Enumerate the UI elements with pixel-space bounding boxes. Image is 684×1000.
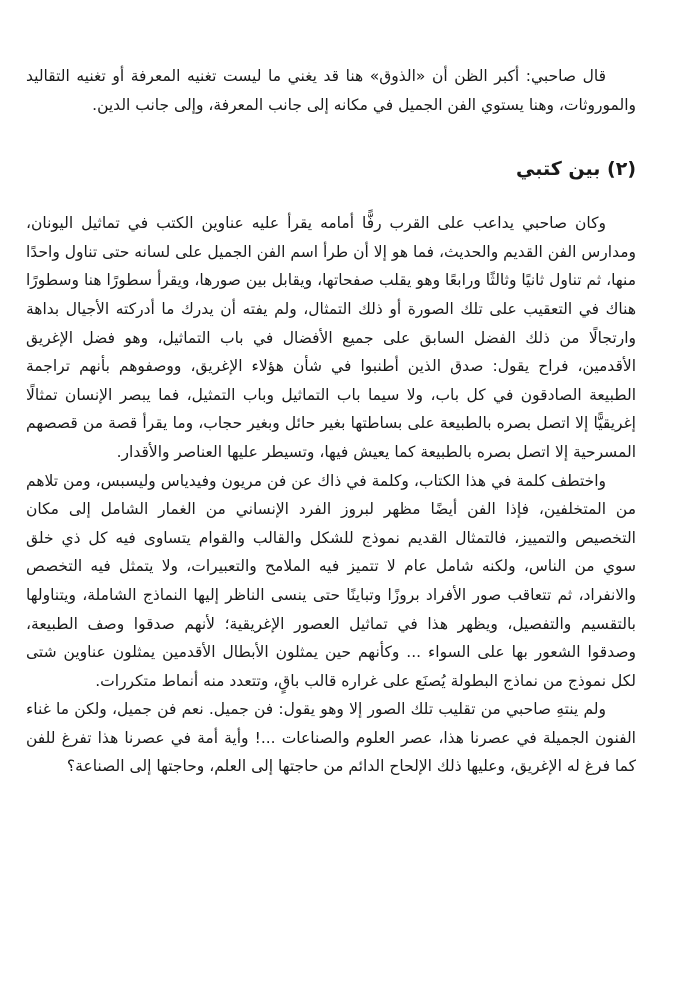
section-heading: (٢) بين كتبي: [516, 158, 636, 181]
body-paragraph: وكان صاحبي يداعب على القرب رفًّا أمامه يقرأ عليه عناوين الكتب في تماثيل اليونان، ومدارس الفن القديم والحديث، فما هو إلا أن طرأ اسم الفن الجميل على لسانه حتى تناول واحدًا منها، ثم تناول ثانيًا وثالثًا ورابعًا وهو يقلب صفحاتها، ويقابل بين صورها، ويقرأ سطورًا هنا وسطورًا هناك في التعقيب على تلك الصورة أو ذلك التمثال، ولم يفته أن يدرك ما أدركته الأجيال بداهة وارتجالًا من ذلك الفضل السابق على جميع الأفضال في باب التماثيل، وهو فضل الإغريق الأقدمين، فراح يقول: صدق الذين أطنبوا في شأن هؤلاء الإغريق، ووصفوهم بأنهم تراجمة الطبيعة الصادقون في كل باب، ولا سيما باب التماثيل وباب التمثيل، فما يبصر الإنسان تمثالًا إغريقيًّا إلا اتصل بصره بالطبيعة على بساطتها بغير حائل وبغير حجاب، وما يقرأ قصة من قصصهم المسرحية إلا اتصل بصره بالطبيعة كما يعيش فيها، وتسيطر عليها العناصر والأقدار.: [26, 214, 636, 461]
body-paragraph: واختطف كلمة في هذا الكتاب، وكلمة في ذاك عن فن مريون وفيدياس وليسبس، ومن تلاهم من المتخلفين، فإذا الفن أيضًا مظهر لبروز الفرد الإنساني من الغمار الشامل إلى مكان التخصيص والتمييز، فالتمثال القديم نموذج للشكل والقالب والقوام يتساوى فيه كل ذي خلق سوي من الناس، ولكنه شامل عام لا تتميز فيه الملامح والتعبيرات، ولا يتمثل فيه التخصص والانفراد، ثم تتعاقب صور الأفراد بروزًا وتباينًا حتى ينسى الناظر إليها النماذج الشاملة، ويتناولها بالتقسيم والتفصيل، ويظهر هذا في تماثيل العصور الإغريقية؛ لأنهم صدقوا وصف الطبيعة، وصدقوا الشعور بها على السواء ... وكأنهم حين يمثلون الأبطال الأقدمين يمثلون عناوين شتى لكل نموذج من نماذج البطولة يُصنَع على غراره قالب باقٍ، وتتعدد منه أنماط متكررات.: [26, 471, 636, 690]
intro-paragraph: قال صاحبي: أكبر الظن أن «الذوق» هنا قد يغني ما ليست تغنيه المعرفة أو تغنيه التقاليد والموروثات، وهنا يستوي الفن الجميل في مكانه إلى جانب المعرفة، وإلى جانب الدين.: [26, 67, 636, 114]
body-paragraph: ولم ينتهِ صاحبي من تقليب تلك الصور إلا وهو يقول: فن جميل. نعم فن جميل، ولكن ما غناء الفنون الجميلة في عصرنا هذا، عصر العلوم والصناعات ...! وأية أمة في عصرنا هذا تفرغ للفن كما فرغ له الإغريق، وعليها ذلك الإلحاح الدائم من حاجتها إلى العلم، وحاجتها إلى الصناعة؟: [26, 700, 636, 776]
